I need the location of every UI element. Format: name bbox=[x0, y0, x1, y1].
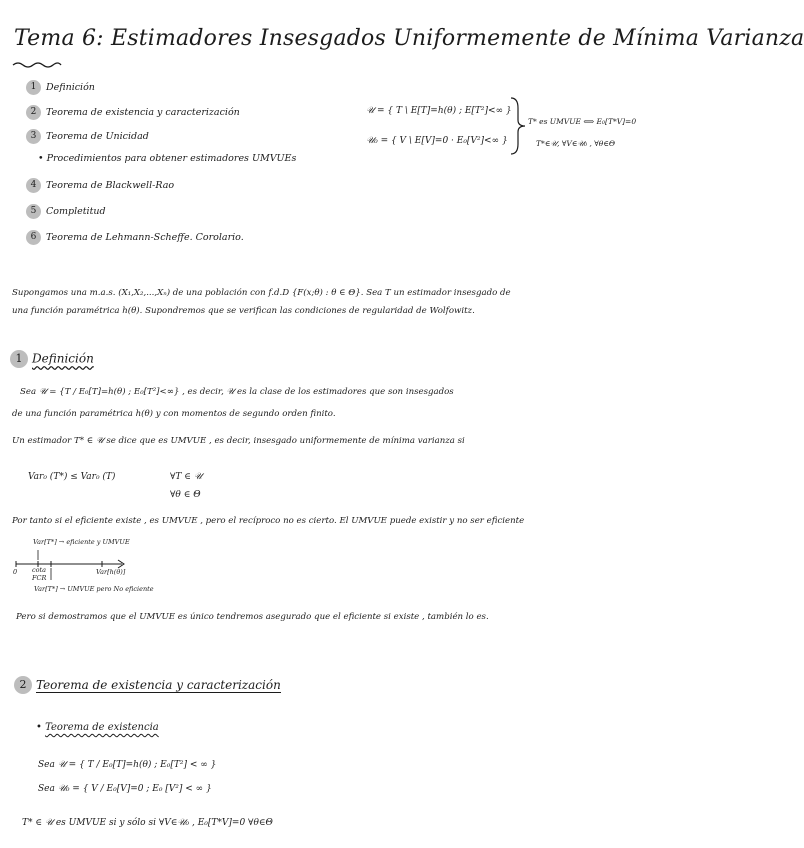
toc-number-badge: 6 bbox=[26, 230, 41, 245]
diagram-label-fcr: FCR bbox=[32, 574, 47, 582]
diagram-label-efficient: Var[T*] → eficiente y UMVUE bbox=[33, 538, 130, 546]
section-1-heading bbox=[10, 350, 94, 368]
toc-number-badge: 1 bbox=[26, 80, 41, 95]
class-u0-definition: 𝒰₀ = { V \ E[V]=0 · E₀[V²]<∞ } bbox=[366, 136, 508, 146]
toc-number-badge: 2 bbox=[26, 105, 41, 120]
efficient-statement: Por tanto si el eficiente existe , es UMVUE , pero el recíproco no es cierto. El UMVUE puede existir y no ser eficiente bbox=[12, 516, 525, 526]
toc-label: Definición bbox=[46, 82, 95, 93]
section-number-badge: 1 bbox=[10, 350, 28, 368]
existence-theorem-statement: T* ∈ 𝒰 es UMVUE si y sólo si ∀V∈𝒰₀ , E₀[T*V]=0 ∀θ∈Θ bbox=[22, 818, 273, 828]
right-brace-icon bbox=[508, 96, 530, 156]
toc-label: Teorema de Blackwell-Rao bbox=[46, 180, 175, 191]
toc-item-1 bbox=[26, 80, 95, 95]
diagram-label-zero: 0 bbox=[13, 568, 18, 576]
toc-number-badge: 5 bbox=[26, 204, 41, 219]
subsection-heading bbox=[36, 722, 159, 733]
section-title: Definición bbox=[32, 351, 94, 366]
intro-line-2: una función paramétrica h(θ). Supondremos que se verifican las condiciones de regularidad de Wolfowitz. bbox=[12, 306, 475, 316]
section-2-heading bbox=[14, 676, 281, 694]
toc-item-4 bbox=[26, 178, 174, 193]
umvue-conditions: T*∈𝒰, ∀V∈𝒰₀ , ∀θ∈Θ bbox=[536, 139, 615, 148]
toc-number-badge: 4 bbox=[26, 178, 41, 193]
section-1-line-2: de una función paramétrica h(θ) y con momentos de segundo orden finito. bbox=[12, 409, 336, 419]
diagram-label-var-h: Var[h(θ)] bbox=[96, 568, 126, 576]
toc-item-2 bbox=[26, 105, 240, 120]
condition-all-theta: ∀θ ∈ Θ bbox=[170, 490, 201, 500]
uniqueness-remark: Pero si demostramos que el UMVUE es único tendremos asegurado que el eficiente si existe , también lo es. bbox=[16, 612, 489, 622]
diagram-label-not-efficient: Var[T*] → UMVUE pero No eficiente bbox=[34, 585, 154, 593]
umvue-equivalence: T* es UMVUE ⟺ E₀[T*V]=0 bbox=[528, 117, 637, 126]
variance-number-line bbox=[10, 546, 130, 586]
toc-item-6 bbox=[26, 230, 244, 245]
title-wavy-underline bbox=[12, 60, 62, 70]
toc-label: Teorema de Lehmann-Scheffe. Corolario. bbox=[46, 232, 244, 243]
toc-dot: • bbox=[38, 153, 47, 164]
toc-item-procedures bbox=[38, 153, 296, 164]
toc-number-badge: 3 bbox=[26, 129, 41, 144]
intro-line-1: Supongamos una m.a.s. (X₁,X₂,...,Xₙ) de una población con f.d.D {F(x;θ) : θ ∈ Θ}. Sea T un estimador insesgado de bbox=[12, 288, 511, 298]
class-u-restated: Sea 𝒰 = { T / E₀[T]=h(θ) ; E₀[T²] < ∞ } bbox=[38, 760, 217, 770]
section-number-badge: 2 bbox=[14, 676, 32, 694]
toc-label: Procedimientos para obtener estimadores UMVUEs bbox=[46, 153, 297, 164]
variance-inequality: Var₀ (T*) ≤ Var₀ (T) bbox=[28, 472, 116, 482]
toc-label: Teorema de Unicidad bbox=[46, 131, 149, 142]
toc-item-3 bbox=[26, 129, 149, 144]
class-u0-restated: Sea 𝒰₀ = { V / E₀[V]=0 ; E₀ [V²] < ∞ } bbox=[38, 784, 212, 794]
subsection-title: Teorema de existencia bbox=[45, 722, 159, 733]
diagram-label-cota: cota bbox=[32, 566, 47, 574]
section-1-line-3: Un estimador T* ∈ 𝒰 se dice que es UMVUE , es decir, insesgado uniformemente de mínima varianza si bbox=[12, 436, 465, 446]
section-title: Teorema de existencia y caracterización bbox=[36, 677, 281, 692]
toc-label: Completitud bbox=[46, 206, 106, 217]
subsection-dot: • bbox=[36, 722, 46, 733]
class-u-definition: 𝒰 = { T \ E[T]=h(θ) ; E[T²]<∞ } bbox=[366, 106, 512, 116]
section-1-line-1: Sea 𝒰 = {T / E₀[T]=h(θ) ; E₀[T²]<∞} , es decir, 𝒰 es la clase de los estimadores que son insesgados bbox=[20, 387, 454, 397]
condition-all-t: ∀T ∈ 𝒰 bbox=[170, 472, 202, 482]
page-title: Tema 6: Estimadores Insesgados Uniformemente de Mínima Varianza bbox=[14, 26, 804, 51]
toc-label: Teorema de existencia y caracterización bbox=[46, 107, 240, 118]
toc-item-5 bbox=[26, 204, 106, 219]
